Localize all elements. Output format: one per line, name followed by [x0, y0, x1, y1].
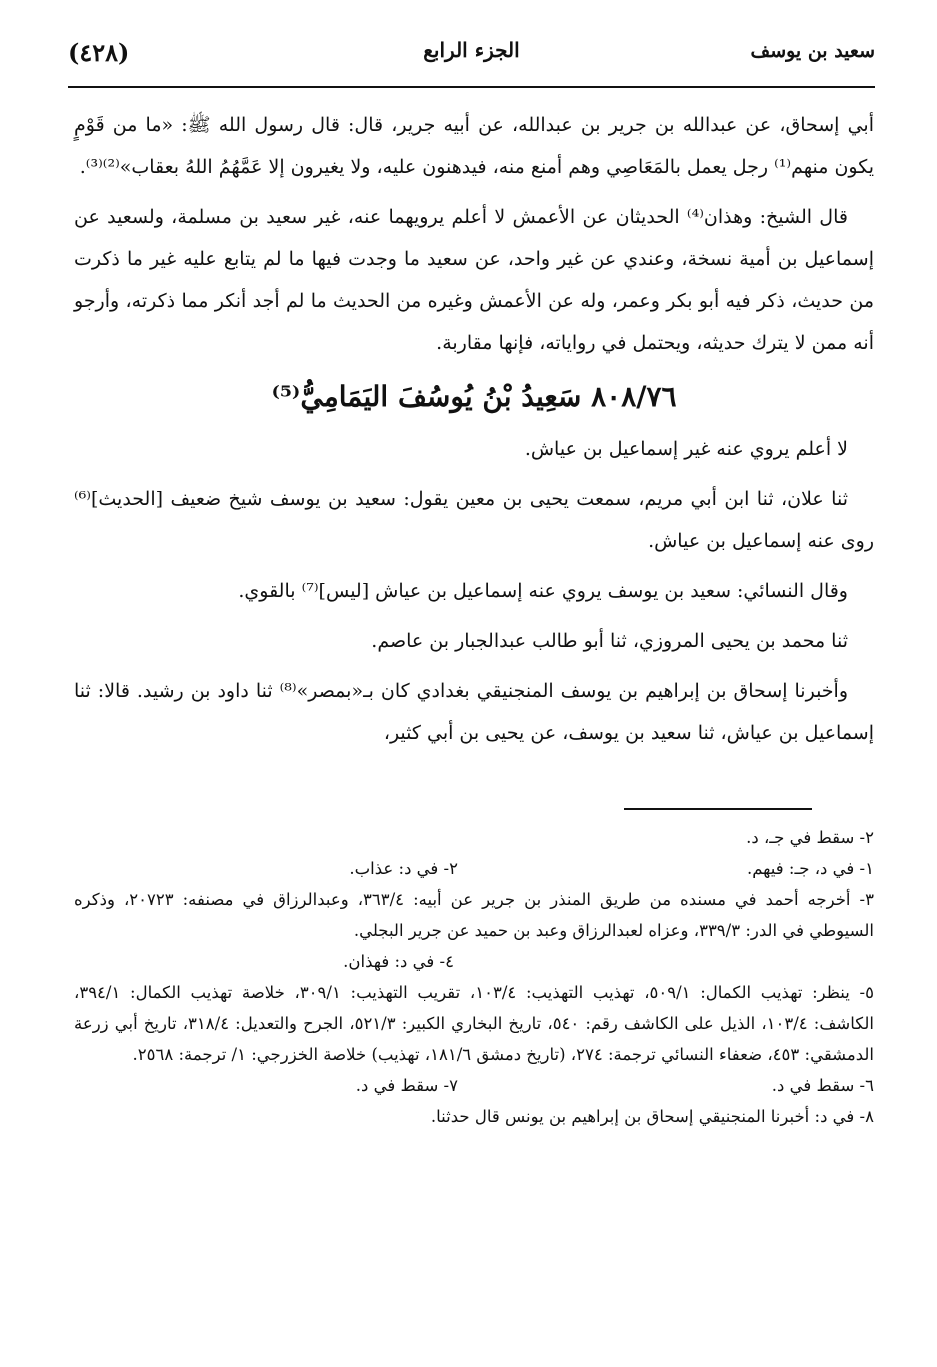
footnote: ٣- أخرجه أحمد في مسنده من طريق المنذر بن جرير عن أبيه: ٣٦٣/٤، وعبدالرزاق في مصنفه: ٢٠٧٢٣، وذكره السيوطي في الدر: ٣٣٩/٣، وعزاه لعبدالرزاق وعبد بن حميد عن جرير البجلي.	[74, 890, 874, 940]
footnote: ٤- في د: فهذان.	[343, 952, 454, 971]
footnote-row	[74, 1070, 874, 1101]
footnotes	[74, 822, 874, 1132]
page-number: (٤٢٨)	[68, 38, 130, 67]
page-header	[68, 30, 875, 80]
paragraph: ثنا محمد بن يحيى المروزي، ثنا أبو طالب عبدالجبار بن عاصم.	[371, 630, 848, 652]
paragraph: لا أعلم يروي عنه غير إسماعيل بن عياش.	[524, 438, 848, 460]
paragraph: قال الشيخ: وهذان⁽⁴⁾ الحديثان عن الأعمش لا أعلم يرويهما عنه، غير سعيد بن مسلمة، ولسعيد عن إسماعيل بن أمية نسخة، وعندي عن غير واحد، عن سعيد ما وجدت فيها ما لم يتابع عليه غير ما ذكرت من حديث، ذكر فيه أبو بكر وعمر، وله عن الأعمش وغيره من الحديث ما لم أجد أنكر مما ذكرته، وأرجو أنه ممن لا يترك حديثه، ويحتمل في رواياته، فإنها مقاربة.	[74, 206, 874, 354]
paragraph: وأخبرنا إسحاق بن إبراهيم بن يوسف المنجنيقي بغدادي كان بـ«بمصر»⁽⁸⁾ ثنا داود بن رشيد. قالا: ثنا إسماعيل بن عياش، ثنا سعيد بن يوسف، عن يحيى بن أبي كثير،	[74, 680, 874, 744]
footnote: ٧- سقط في د.	[355, 1076, 458, 1095]
footnote-row	[74, 853, 874, 884]
footnote: ٢- في د: عذاب.	[349, 859, 458, 878]
main-text	[74, 104, 874, 762]
entry-heading: ٨٠٨/٧٦ سَعِيدُ بْنُ يُوسُفَ اليَمَامِيُّ⁽⁵⁾	[271, 380, 677, 413]
paragraph: ثنا علان، ثنا ابن أبي مريم، سمعت يحيى بن معين يقول: سعيد بن يوسف شيخ ضعيف [الحديث]⁽⁶⁾ روى عنه إسماعيل بن عياش.	[74, 488, 874, 552]
header-divider	[68, 86, 875, 88]
footnote: ٨- في د: أخبرنا المنجنيقي إسحاق بن إبراهيم بن يونس قال حدثنا.	[430, 1107, 874, 1126]
volume-title: الجزء الرابع	[423, 38, 520, 62]
footnote: ١- في د، جـ: فيهم.	[746, 859, 874, 878]
footnote: ٢- سقط في جـ، د.	[746, 828, 874, 847]
footnote-divider	[624, 808, 812, 810]
running-title: سعيد بن يوسف	[750, 40, 875, 62]
footnote: ٦- سقط في د.	[771, 1076, 874, 1095]
footnote: ٥- ينظر: تهذيب الكمال: ٥٠٩/١، تهذيب التهذيب: ١٠٣/٤، تقريب التهذيب: ٣٠٩/١، خلاصة تهذيب الكمال: ٣٩٤/١، الكاشف: ١٠٣/٤، الذيل على الكاشف رقم: ٥٤٠، تاريخ البخاري الكبير: ٥٢١/٣، الجرح والتعديل: ٣١٨/٤، تاريخ أبي زرعة الدمشقي: ٤٥٣، ضعفاء النسائي ترجمة: ٢٧٤، (تاريخ دمشق ١٨١/٦، تهذيب) خلاصة الخزرجي: ١/ ترجمة: ٢٥٦٨.	[74, 983, 874, 1064]
paragraph: وقال النسائي: سعيد بن يوسف يروي عنه إسماعيل بن عياش [ليس]⁽⁷⁾ بالقوي.	[238, 580, 848, 602]
paragraph: أبي إسحاق، عن عبدالله بن جرير بن عبدالله، عن أبيه جرير، قال: قال رسول الله ﷺ: «ما من قَوْمٍ يكون منهم⁽¹⁾ رجل يعمل بالمَعَاصِي وهم أمنع منه، فيدهنون عليه، ولا يغيرون إلا عَمَّهُمُ اللهُ بعقاب»⁽²⁾⁽³⁾.	[74, 114, 874, 178]
